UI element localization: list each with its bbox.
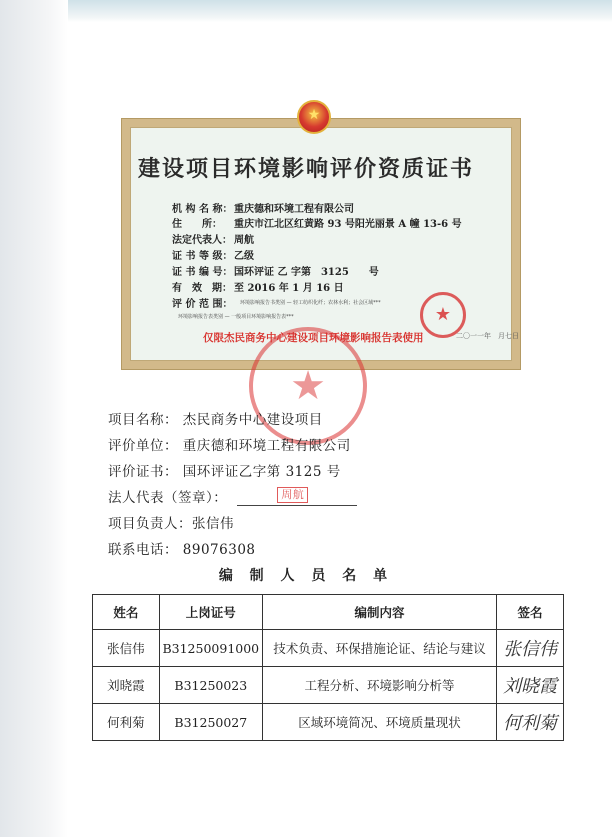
staff-table (92, 594, 564, 741)
page-binding-shadow (0, 0, 68, 837)
staff-content: 区域环境简况、环境质量现状 (262, 704, 496, 741)
cert-row-label: 证 书 等 级： (172, 251, 233, 262)
cert-row-value: 国环评证 乙 字第 3125 号 (234, 267, 379, 278)
cert-row-validity (172, 279, 344, 294)
legal-rep-label: 法人代表（签章）： (108, 490, 228, 506)
seal-star-icon: ★ (434, 304, 452, 325)
cert-row-legal-rep (172, 231, 254, 246)
legal-representative (108, 486, 357, 506)
cert-row-label: 证 书 编 号： (172, 267, 233, 278)
scope-line-report: 环境影响报告书类别 — 轻工纺织化纤；农林水利；社会区域*** (240, 300, 381, 306)
staff-name: 张信伟 (93, 630, 160, 667)
signature-line (237, 488, 357, 506)
certificate-title: 建设项目环境影响评价资质证书 (137, 156, 474, 182)
cert-row-label: 法定代表人： (172, 235, 232, 246)
cert-row-org-name (172, 200, 354, 215)
evaluation-unit: 评价单位： 重庆德和环境工程有限公司 (108, 438, 351, 454)
cert-row-scope (172, 295, 234, 310)
page-top-shadow (0, 0, 612, 22)
staff-signature: 何利菊 (497, 704, 564, 741)
legal-rep-stamp: 周航 (277, 487, 308, 503)
header-cert-number: 上岗证号 (159, 595, 262, 630)
project-name: 项目名称： 杰民商务中心建设项目 (108, 412, 323, 428)
cert-row-value: 重庆市江北区红黄路 93 号阳光丽景 A 幢 13-6 号 (234, 219, 462, 230)
staff-table-header (93, 595, 564, 630)
emblem-star-icon: ★ (307, 107, 321, 123)
cert-row-value: 至 2016 年 1 月 16 日 (234, 283, 344, 294)
staff-cert-number: B31250091000 (159, 630, 262, 667)
header-content: 编制内容 (262, 595, 496, 630)
header-name: 姓名 (93, 595, 160, 630)
cert-row-label: 机 构 名 称： (172, 204, 233, 215)
cert-row-label: 住 所： (172, 219, 222, 230)
cert-row-number (172, 263, 379, 278)
table-row (93, 630, 564, 667)
cert-row-value: 重庆德和环境工程有限公司 (234, 204, 354, 215)
staff-cert-number: B31250023 (159, 667, 262, 704)
cert-row-value: 周航 (234, 235, 254, 246)
usage-restriction-notice: 仅限杰民商务中心建设项目环境影响报告表使用 (203, 332, 424, 344)
cert-row-value: 乙级 (234, 251, 254, 262)
cert-row-address (172, 215, 462, 230)
staff-name: 何利菊 (93, 704, 160, 741)
staff-content: 工程分析、环境影响分析等 (262, 667, 496, 704)
staff-list-title: 编 制 人 员 名 单 (218, 568, 394, 584)
cert-row-label: 有 效 期： (172, 283, 232, 294)
seal-star-icon: ★ (290, 363, 326, 409)
evaluation-certificate: 评价证书： 国环评证乙字第 3125 号 (108, 464, 341, 480)
contact-phone: 联系电话： 89076308 (108, 542, 256, 558)
table-row (93, 704, 564, 741)
staff-name: 刘晓霞 (93, 667, 160, 704)
certificate-issue-date: 二〇一一年 月七日 (456, 332, 519, 340)
cert-row-grade (172, 247, 254, 262)
staff-signature: 刘晓霞 (497, 667, 564, 704)
header-signature: 签名 (497, 595, 564, 630)
project-lead: 项目负责人：张信伟 (108, 516, 234, 532)
cert-row-label: 评 价 范 围： (172, 299, 233, 310)
table-row (93, 667, 564, 704)
staff-signature: 张信伟 (497, 630, 564, 667)
national-emblem-icon (297, 100, 331, 134)
staff-cert-number: B31250027 (159, 704, 262, 741)
scope-line-form: 环境影响报告表类别 — 一般项目环境影响报告表*** (178, 314, 294, 320)
staff-content: 技术负责、环保措施论证、结论与建议 (262, 630, 496, 667)
